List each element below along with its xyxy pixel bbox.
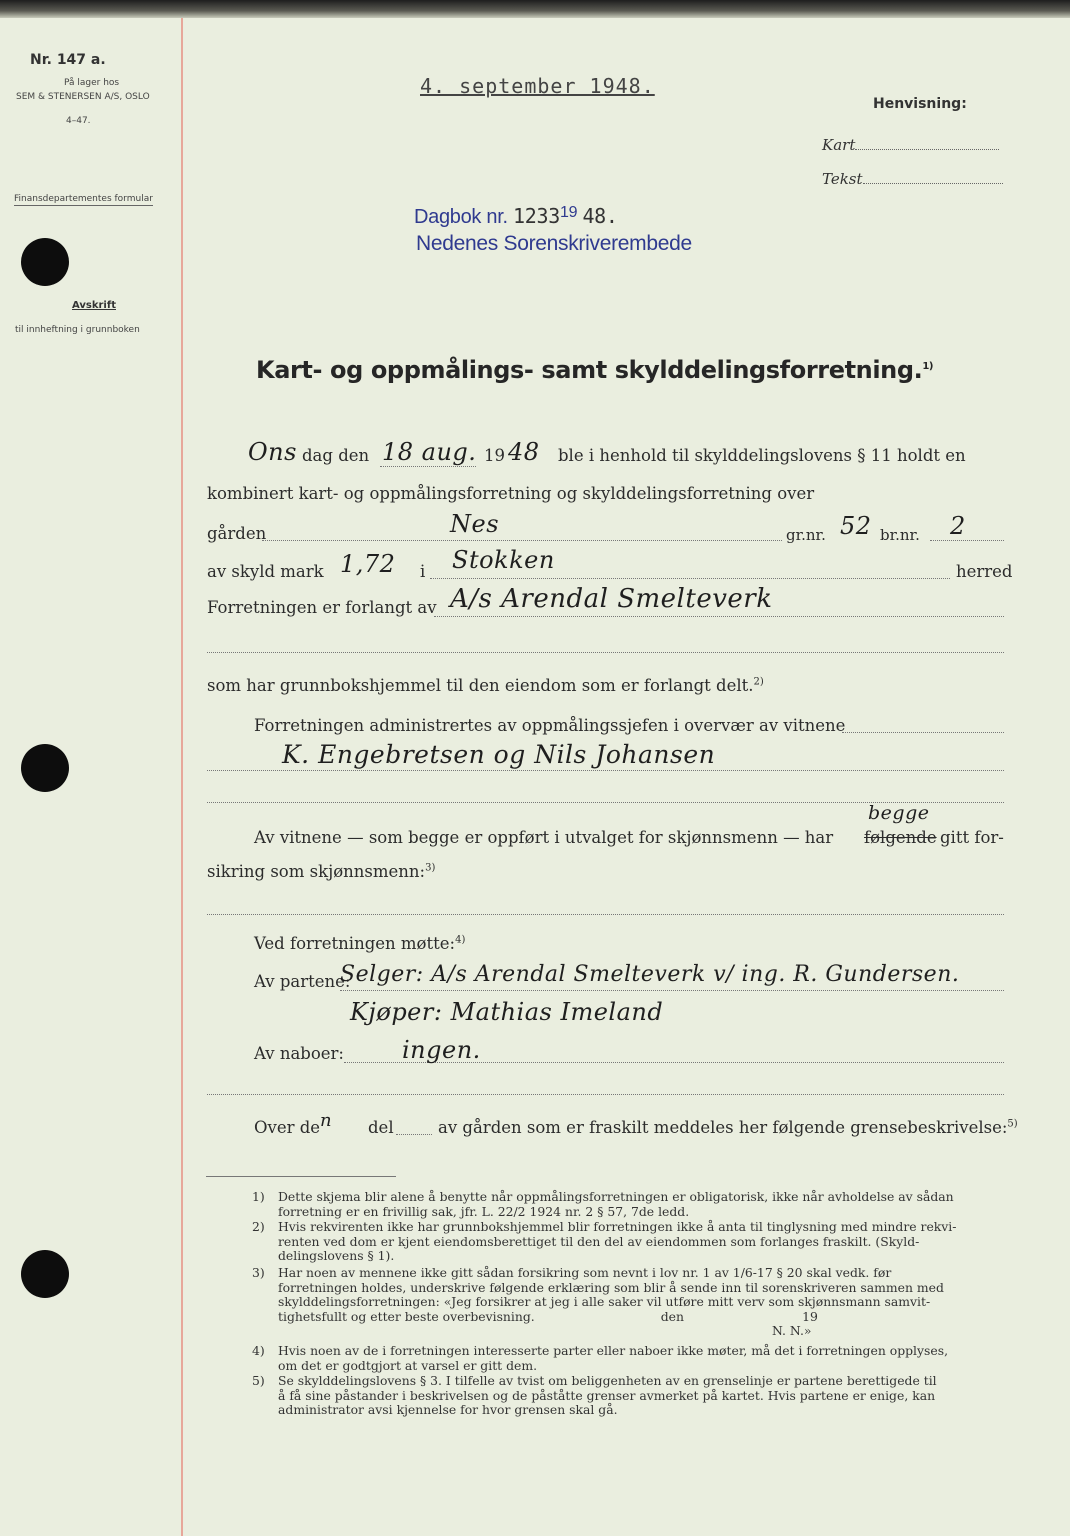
over-label: av gården som er fraskilt meddeles her følgende grensebeskrivelse: [438,1118,1008,1137]
neighbours-label: Av naboer: [254,1044,344,1063]
over-fill-line [396,1134,432,1135]
date-handwritten: 18 aug. [382,438,477,466]
tekst-label: Tekst [822,170,863,188]
footnote-line: Se skylddelingslovens § 3. I tilfelle av tvist om beliggenheten av en grenselinje er partene berettigede til [278,1373,937,1388]
dagbok-stamp [414,204,618,229]
over-label-b: del [368,1118,394,1137]
admin-text: Forretningen administrertes av oppmålingssjefen i overvær av vitnene [254,716,846,735]
neighbours-handwritten: ingen. [402,1036,481,1064]
witness-footnote: 3) [425,862,436,874]
over-footnote: 5) [1007,1118,1018,1130]
witness-text-a: Av vitnene — som begge er oppført i utvalget for skjønnsmenn — har [254,828,834,847]
witness-text-b: gitt for- [940,828,1004,847]
footnote-separator [206,1176,396,1177]
copy-note: til innheftning i grunnboken [15,325,140,335]
title-text: Kart- og oppmålings- samt skylddelingsforretning. [256,356,923,384]
footnote-line: å få sine påstander i beskrivelsen og de påståtte grenser avmerket på kartet. Hvis partene er enige, kan [278,1387,936,1403]
margin-rule [181,18,183,1536]
present-text [254,934,465,953]
dagbok-number: 1233 [513,204,560,228]
footnote-line: Dette skjema blir alene å benytte når oppmålingsforretningen er obligatorisk, ikke når avholdelse av sådan [278,1189,954,1204]
punch-hole-icon [21,1250,69,1298]
office-stamp: Nedenes Sorenskriverembede [416,232,692,255]
tekst-line [863,182,1003,184]
over-text [438,1118,1018,1137]
day-label: dag den [302,446,370,465]
parties-fill-line [340,990,1004,991]
intro-line-2: kombinert kart- og oppmålingsforretning og skylddelingsforretning over [207,484,815,503]
witness-text-c [207,862,435,881]
blank-line [207,914,1004,915]
witness-struck: følgende [864,828,937,847]
kart-line [855,148,999,150]
footnote-4 [252,1344,948,1373]
punch-hole-icon [21,238,69,286]
skyld-label: av skyld mark [207,562,324,581]
herred-handwritten: Stokken [452,546,555,574]
farm-label: gården [207,524,267,543]
punch-hole-icon [21,744,69,792]
form-number: Nr. 147 a. [30,52,106,68]
over-label-a: Over de [254,1118,321,1137]
parties-handwritten-2: Kjøper: Mathias Imeland [350,998,664,1026]
brnr-handwritten: 2 [950,512,966,540]
footnote-2 [252,1220,956,1264]
witnesses-fill-line [207,770,1004,771]
date-fill-line [380,466,476,467]
farm-fill-line [262,540,782,541]
footnote-line: Hvis rekvirenten ikke har grunnbokshjemmel blir forretningen ikke å anta til tinglysning med mindre rekvi- [278,1219,957,1234]
herred-label: herred [956,562,1013,581]
over-handwritten: n [320,1110,333,1131]
day-handwritten: Ons [248,438,297,466]
grunnbok-text [207,676,764,695]
copy-label: Avskrift [72,300,116,311]
parties-label: Av partene: [254,972,351,991]
footnote-mark: 2) [252,1219,265,1234]
requested-handwritten: A/s Arendal Smelteverk [450,584,773,614]
footnote-line: Hvis noen av de i forretningen interesserte parter eller naboer ikke møter, må det i forretningen opplyses, [278,1343,949,1358]
title-footnote: 1) [922,361,934,372]
footnote-mark: 5) [252,1373,265,1388]
skyld-handwritten: 1,72 [340,550,396,578]
year-prefix: 19 [484,446,505,465]
grnr-label: gr.nr. [786,526,826,544]
footnote-line: forretningen holdes, underskrive følgende erklæring som blir å sende inn til sorenskriveren sammen med [278,1279,944,1295]
dagbok-label: Dagbok nr. [414,206,508,228]
present-footnote: 4) [455,934,466,946]
intro-text: ble i henhold til skylddelingslovens § 11 holdt en [558,446,966,465]
publisher-line: På lager hos [64,78,120,88]
print-date: 4–47. [66,116,91,126]
footnote-line: tighetsfullt og etter beste overbevisning. den 19 [278,1308,818,1324]
footnote-mark: 1) [252,1189,265,1204]
admin-fill-line [842,732,1004,733]
present-label: Ved forretningen møtte: [254,934,456,953]
footnote-5 [252,1374,937,1418]
footnote-line: administrator avsi kjennelse for hvor grensen skal gå. [278,1402,618,1418]
publisher-name: SEM & STENERSEN A/S, OSLO [16,92,150,102]
grunnbok-label: som har grunnbokshjemmel til den eiendom som er forlangt delt. [207,676,754,695]
document-title [256,356,933,384]
scan-edge [0,0,1070,18]
footnote-line: Har noen av mennene ikke gitt sådan forsikring som nevnt i lov nr. 1 av 1/6-17 § 20 skal vedk. før [278,1265,892,1280]
footnote-line: skylddelingsforretningen: «Jeg forsikrer at jeg i alle saker vil utføre mitt verv som skjønnsmann samvit- [278,1294,931,1310]
kart-label: Kart [822,136,856,154]
reference-tekst [822,170,1003,188]
year-handwritten: 48 [508,438,540,466]
footnote-1 [252,1190,954,1219]
footnote-line: renten ved dom er kjent eiendomsberettiget til den del av eiendommen som forlanges fraskilt. (Skyld- [278,1233,920,1249]
footnote-line: delingslovens § 1). [278,1248,395,1264]
dagbok-year-prefix: 19 [559,204,578,221]
i-label: i [420,562,426,581]
witness-insert-handwritten: begge [868,802,930,824]
date-stamp: 4. september 1948. [420,74,655,98]
requested-label: Forretningen er forlangt av [207,598,437,617]
footnote-line: forretning er en frivillig sak, jfr. L. 22/2 1924 nr. 2 § 57, 7de ledd. [278,1203,690,1219]
requested-fill-line [434,616,1004,617]
grunnbok-footnote: 2) [753,676,764,688]
parties-handwritten-1: Selger: A/s Arendal Smelteverk v/ ing. R. Gundersen. [340,962,960,987]
footnote-line: om det er godtgjort at varsel er gitt dem. [278,1357,538,1373]
footnote-3 [252,1266,944,1339]
blank-line [207,652,1004,653]
footnote-mark: 4) [252,1343,265,1358]
farm-handwritten: Nes [450,510,500,538]
witness-label: sikring som skjønnsmenn: [207,862,426,881]
form-origin: Finansdepartementes formular [14,194,153,204]
brnr-label: br.nr. [880,526,920,544]
herred-fill-line [430,578,950,579]
brnr-fill-line [930,540,1004,541]
witnesses-handwritten: K. Engebretsen og Nils Johansen [282,740,716,769]
footnote-line: N. N.» [772,1323,812,1339]
grnr-handwritten: 52 [840,512,872,540]
footnote-mark: 3) [252,1265,265,1280]
reference-kart [822,136,999,154]
reference-title: Henvisning: [873,96,967,112]
blank-line [207,1094,1004,1095]
dagbok-year: 48. [582,204,618,228]
